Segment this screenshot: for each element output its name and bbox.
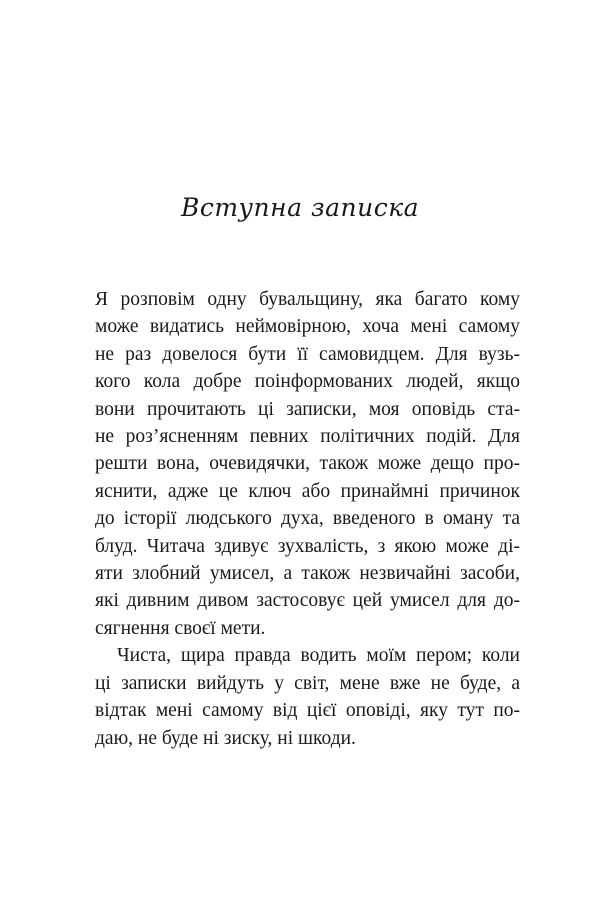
body-text (95, 286, 520, 752)
text-line: ці записки вийдуть у світ, мене вже не буде, а (95, 672, 520, 694)
text-line: яти злобний умисел, а також незвичайні засоби, (95, 563, 520, 585)
chapter-title: Вступна записка (180, 193, 420, 222)
text-line: може видатись неймовірною, хоча мені самому (95, 316, 520, 338)
paragraph (95, 286, 520, 642)
text-line: Я розповім одну бувальщину, яка багато кому (95, 289, 520, 310)
text-line: решти вона, очевидячки, також може дещо про- (95, 453, 520, 475)
text-line: вони прочитають ці записки, моя оповідь ста- (95, 398, 520, 420)
text-line: Чиста, щира правда водить моїм пером; коли (117, 645, 520, 667)
text-line: яснити, адже це ключ або принаймні причинок (95, 480, 520, 502)
text-line: не роз’ясненням певних політичних подій. Для (95, 426, 520, 448)
text-line: сягнення своєї мети. (95, 617, 266, 639)
paragraph (95, 642, 520, 752)
text-line: не раз довелося бути її самовидцем. Для вузь- (95, 343, 520, 365)
text-line: до історії людського духа, введеного в оману та (95, 508, 520, 530)
text-line: кого кола добре поінформованих людей, якщо (95, 371, 520, 393)
text-line: блуд. Читача здивує зухвалість, з якою може ді- (95, 535, 520, 557)
text-line: які дивним дивом застосовує цей умисел для до- (95, 590, 520, 612)
text-line: відтак мені самому від цієї оповіді, яку тут по- (95, 700, 520, 722)
text-line: даю, не буде ні зиску, ні шкоди. (95, 727, 356, 749)
